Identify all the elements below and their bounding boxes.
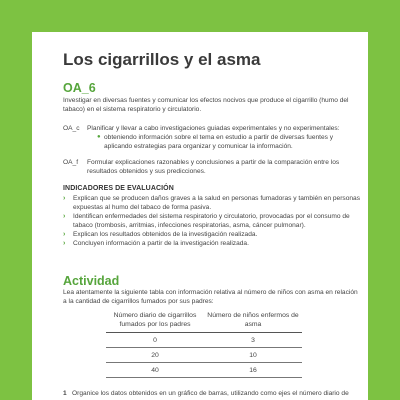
indicator-text: Concluyen información a partir de la investigación realizada. xyxy=(73,240,249,247)
page-title: Los cigarrillos y el asma xyxy=(63,50,261,69)
bullet-icon: ● xyxy=(97,134,101,140)
oa-code: OA_f xyxy=(63,159,79,166)
column-header: Número de niños enfermos de asma xyxy=(204,312,302,333)
table-row xyxy=(106,348,302,363)
oa-description: Investigar en diversas fuentes y comunicar los efectos nocivos que produce el cigarrillo (humo del tabaco) en el sistema respiratorio y circulatorio. xyxy=(63,97,349,113)
oa-code: OA_c xyxy=(63,125,80,132)
table-cell: 20 xyxy=(106,348,204,363)
indicator-item xyxy=(63,212,361,230)
oa-text: Formular explicaciones razonables y conclusiones a partir de la comparación entre los resultados obtenidos y sus predicciones. xyxy=(87,159,340,175)
column-header: Número diario de cigarrillos fumados por los padres xyxy=(106,312,204,333)
question-number: 1 xyxy=(63,390,67,397)
indicator-text: Explican que se producen daños graves a la salud en personas fumadoras y también en personas expuestas al humo del tabaco de forma pasiva. xyxy=(73,195,361,211)
chevron-right-icon: › xyxy=(63,231,66,238)
table-cell: 40 xyxy=(106,363,204,378)
table-header-row xyxy=(106,312,302,333)
activity-heading: Actividad xyxy=(63,274,120,288)
oa-subitem-text: obteniendo información sobre el tema en estudio a partir de diversas fuentes y aplicando estrategias para organizar y comunicar la información. xyxy=(104,134,334,150)
data-table xyxy=(106,312,302,378)
indicators-heading: INDICADORES DE EVALUACIÓN xyxy=(63,185,174,192)
table-cell: 0 xyxy=(106,333,204,348)
table-cell: 16 xyxy=(204,363,302,378)
chevron-right-icon: › xyxy=(63,195,66,202)
oa-text: Planificar y llevar a cabo investigaciones guiadas experimentales y no experimentales: xyxy=(87,125,340,132)
table-row xyxy=(106,333,302,348)
oa-item xyxy=(63,158,359,178)
indicators-list xyxy=(63,194,361,248)
indicator-text: Identifican enfermedades del sistema respiratorio y circulatorio, provocadas por el consumo de tabaco (trombosis, arritmias, infecciones respiratorias, asma, cáncer pulmonar). xyxy=(73,213,350,229)
chevron-right-icon: › xyxy=(63,213,66,220)
activity-intro: Lea atentamente la siguiente tabla con información relativa al número de niños con asma en relación a la cantidad de cigarrillos fumados por sus padres: xyxy=(63,289,358,305)
oa-subitem xyxy=(97,133,357,151)
worksheet-page xyxy=(32,32,368,400)
indicator-item xyxy=(63,194,361,212)
question-text: Organice los datos obtenidos en un gráfico de barras, utilizando como ejes el número diario de xyxy=(72,390,349,397)
indicator-item xyxy=(63,239,361,248)
table-row xyxy=(106,363,302,378)
indicator-text: Explican los resultados obtenidos de la investigación realizada. xyxy=(73,231,258,238)
chevron-right-icon: › xyxy=(63,240,66,247)
table-cell: 10 xyxy=(204,348,302,363)
table-cell: 3 xyxy=(204,333,302,348)
indicator-item xyxy=(63,230,361,239)
oa-heading: OA_6 xyxy=(63,81,96,95)
oa-item xyxy=(63,124,359,156)
